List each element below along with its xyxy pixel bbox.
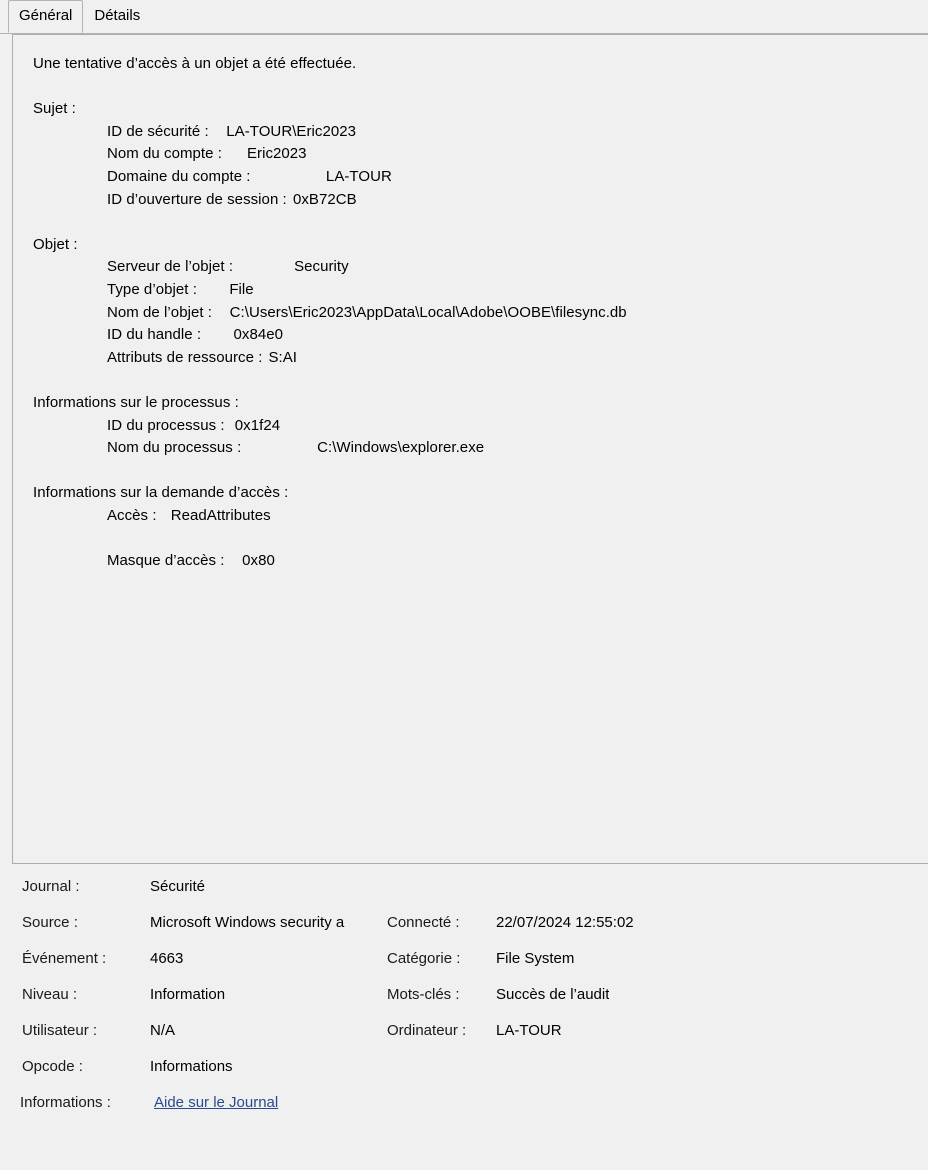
event-field-value: 0x80 — [242, 552, 275, 570]
detail-label: Journal : — [22, 878, 80, 895]
detail-value: File System — [496, 950, 575, 967]
event-line — [33, 121, 922, 144]
event-line — [33, 98, 922, 121]
event-line — [33, 234, 922, 257]
detail-label: Mots-clés : — [387, 986, 460, 1003]
event-description-box[interactable] — [12, 34, 928, 864]
event-line-blank — [33, 76, 922, 99]
event-line — [33, 347, 922, 370]
event-field-label: Serveur de l’objet : — [107, 258, 234, 276]
event-line — [33, 324, 922, 347]
event-line-blank — [33, 369, 922, 392]
event-field-label: ID du processus : — [107, 416, 225, 434]
event-text: Objet : — [33, 235, 78, 253]
event-log-help-link[interactable]: Aide sur le Journal — [154, 1094, 279, 1111]
event-line — [33, 482, 922, 505]
event-field-label: Attributs de ressource : — [107, 348, 263, 366]
event-field-value: File — [229, 280, 254, 298]
event-field-value: ReadAttributes — [170, 506, 271, 524]
detail-row — [22, 986, 928, 1022]
detail-value: LA-TOUR — [496, 1022, 562, 1039]
event-field-label: ID de sécurité : — [107, 122, 209, 140]
tab-general-label: Général — [19, 7, 73, 24]
event-field-label: ID d’ouverture de session : — [107, 190, 287, 208]
event-line — [33, 143, 922, 166]
event-field-label: Nom du processus : — [107, 439, 242, 457]
detail-value: 4663 — [150, 950, 184, 967]
event-field-value: Security — [294, 258, 349, 276]
event-line — [33, 392, 922, 415]
event-line — [33, 550, 922, 573]
detail-label: Ordinateur : — [387, 1022, 467, 1039]
event-line-blank — [33, 211, 922, 234]
detail-label: Connecté : — [387, 914, 460, 931]
detail-label: Opcode : — [22, 1058, 83, 1075]
event-field-value: LA-TOUR\Eric2023 — [226, 122, 357, 140]
event-line — [33, 189, 922, 212]
event-text: Une tentative d’accès à un objet a été effectuée. — [33, 55, 357, 72]
event-line — [33, 302, 922, 325]
event-field-label: Type d’objet : — [107, 280, 197, 298]
detail-label: Niveau : — [22, 986, 78, 1003]
detail-row — [22, 950, 928, 986]
detail-row — [22, 1022, 928, 1058]
tab-details[interactable] — [83, 0, 151, 32]
event-description-text — [13, 35, 928, 863]
tab-general[interactable] — [8, 0, 83, 33]
event-field-value: S:AI — [268, 348, 297, 366]
event-field-value: C:\Users\Eric2023\AppData\Local\Adobe\OOBE\filesync.db — [229, 303, 627, 321]
event-line — [33, 53, 922, 76]
tab-strip — [0, 0, 928, 34]
event-text: Sujet : — [33, 100, 76, 118]
detail-label: Utilisateur : — [22, 1022, 98, 1039]
event-details-grid — [0, 878, 928, 1130]
event-field-label: Domaine du compte : — [107, 167, 251, 185]
detail-row — [22, 1058, 928, 1094]
event-line — [33, 505, 922, 528]
event-text: Informations sur la demande d’accès : — [33, 484, 289, 502]
tab-details-label: Détails — [94, 7, 141, 24]
event-field-label: Nom du compte : — [107, 145, 222, 163]
event-line-blank — [33, 527, 922, 550]
event-line — [33, 256, 922, 279]
event-line — [33, 279, 922, 302]
event-field-value: 0xB72CB — [292, 190, 357, 208]
event-line — [33, 415, 922, 438]
detail-value: Sécurité — [150, 878, 206, 895]
event-field-value: Eric2023 — [246, 145, 307, 163]
detail-row — [22, 878, 928, 914]
event-field-value: LA-TOUR — [325, 167, 392, 185]
detail-row — [22, 914, 928, 950]
event-line — [33, 166, 922, 189]
detail-row-info — [22, 1094, 928, 1130]
detail-value: Informations — [150, 1058, 233, 1075]
detail-value: Succès de l’audit — [496, 986, 610, 1003]
detail-value: Information — [150, 986, 226, 1003]
event-field-label: Nom de l’objet : — [107, 303, 213, 321]
detail-label: Catégorie : — [387, 950, 461, 967]
event-field-label: ID du handle : — [107, 326, 202, 344]
detail-label: Source : — [22, 914, 78, 931]
event-field-value: 0x1f24 — [234, 416, 281, 434]
detail-value: N/A — [150, 1022, 176, 1039]
info-label: Informations : — [20, 1094, 111, 1111]
event-line — [33, 437, 922, 460]
event-line-blank — [33, 460, 922, 483]
detail-value: Microsoft Windows security a — [150, 914, 345, 931]
event-field-value: C:\Windows\explorer.exe — [317, 439, 485, 457]
event-field-label: Accès : — [107, 506, 157, 524]
event-text: Informations sur le processus : — [33, 393, 239, 411]
detail-label: Événement : — [22, 950, 107, 967]
event-field-label: Masque d’accès : — [107, 552, 225, 570]
event-field-value: 0x84e0 — [233, 326, 284, 344]
detail-value: 22/07/2024 12:55:02 — [496, 914, 634, 931]
